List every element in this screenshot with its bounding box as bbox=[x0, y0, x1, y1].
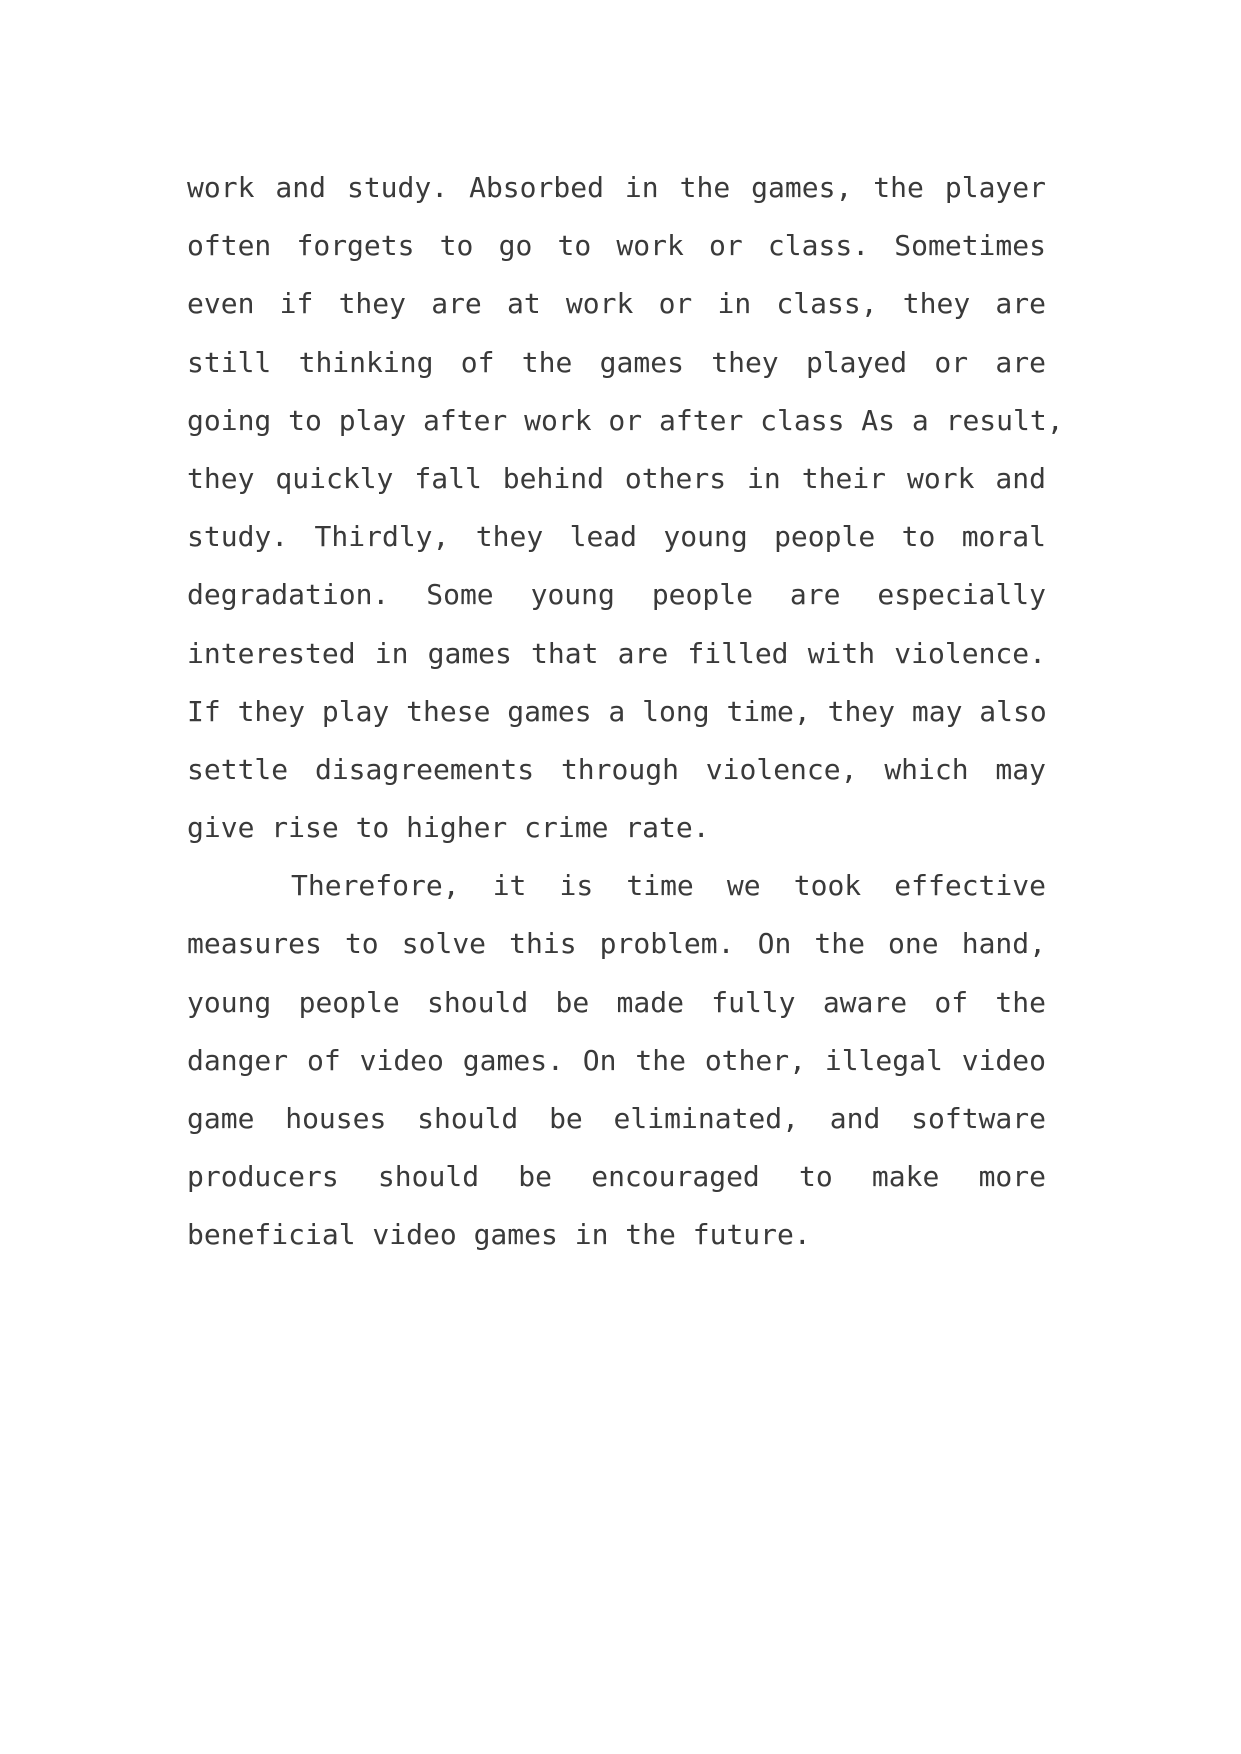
text-line: work and study. Absorbed in the games, the player bbox=[187, 171, 1046, 204]
text-line: If they play these games a long time, they may also bbox=[187, 694, 1047, 728]
text-line: often forgets to go to work or class. Sometimes bbox=[187, 229, 1046, 263]
text-line: give rise to higher crime rate. bbox=[187, 811, 710, 845]
text-line: measures to solve this problem. On the one hand, bbox=[187, 927, 1046, 961]
text-line: study. Thirdly, they lead young people to moral bbox=[187, 520, 1046, 554]
text-line: degradation. Some young people are especially bbox=[187, 578, 1046, 612]
text-line: danger of video games. On the other, illegal video bbox=[187, 1043, 1046, 1077]
text-line: going to play after work or after class As a result, bbox=[187, 403, 1064, 437]
text-line: interested in games that are filled with violence. bbox=[187, 636, 1046, 670]
text-line: even if they are at work or in class, they are bbox=[187, 287, 1046, 321]
text-line: still thinking of the games they played or are bbox=[187, 345, 1046, 379]
text-line: they quickly fall behind others in their work and bbox=[187, 461, 1046, 495]
text-line: settle disagreements through violence, which may bbox=[187, 752, 1046, 786]
body-text bbox=[187, 159, 1064, 1265]
text-line: beneficial video games in the future. bbox=[187, 1218, 811, 1252]
text-line: producers should be encouraged to make more bbox=[187, 1160, 1046, 1194]
text-line: game houses should be eliminated, and software bbox=[187, 1102, 1046, 1135]
text-line: young people should be made fully aware of the bbox=[187, 985, 1046, 1019]
paragraph bbox=[187, 857, 1046, 1264]
text-line: Therefore, it is time we took effective bbox=[291, 869, 1046, 903]
paragraph bbox=[187, 159, 1064, 857]
